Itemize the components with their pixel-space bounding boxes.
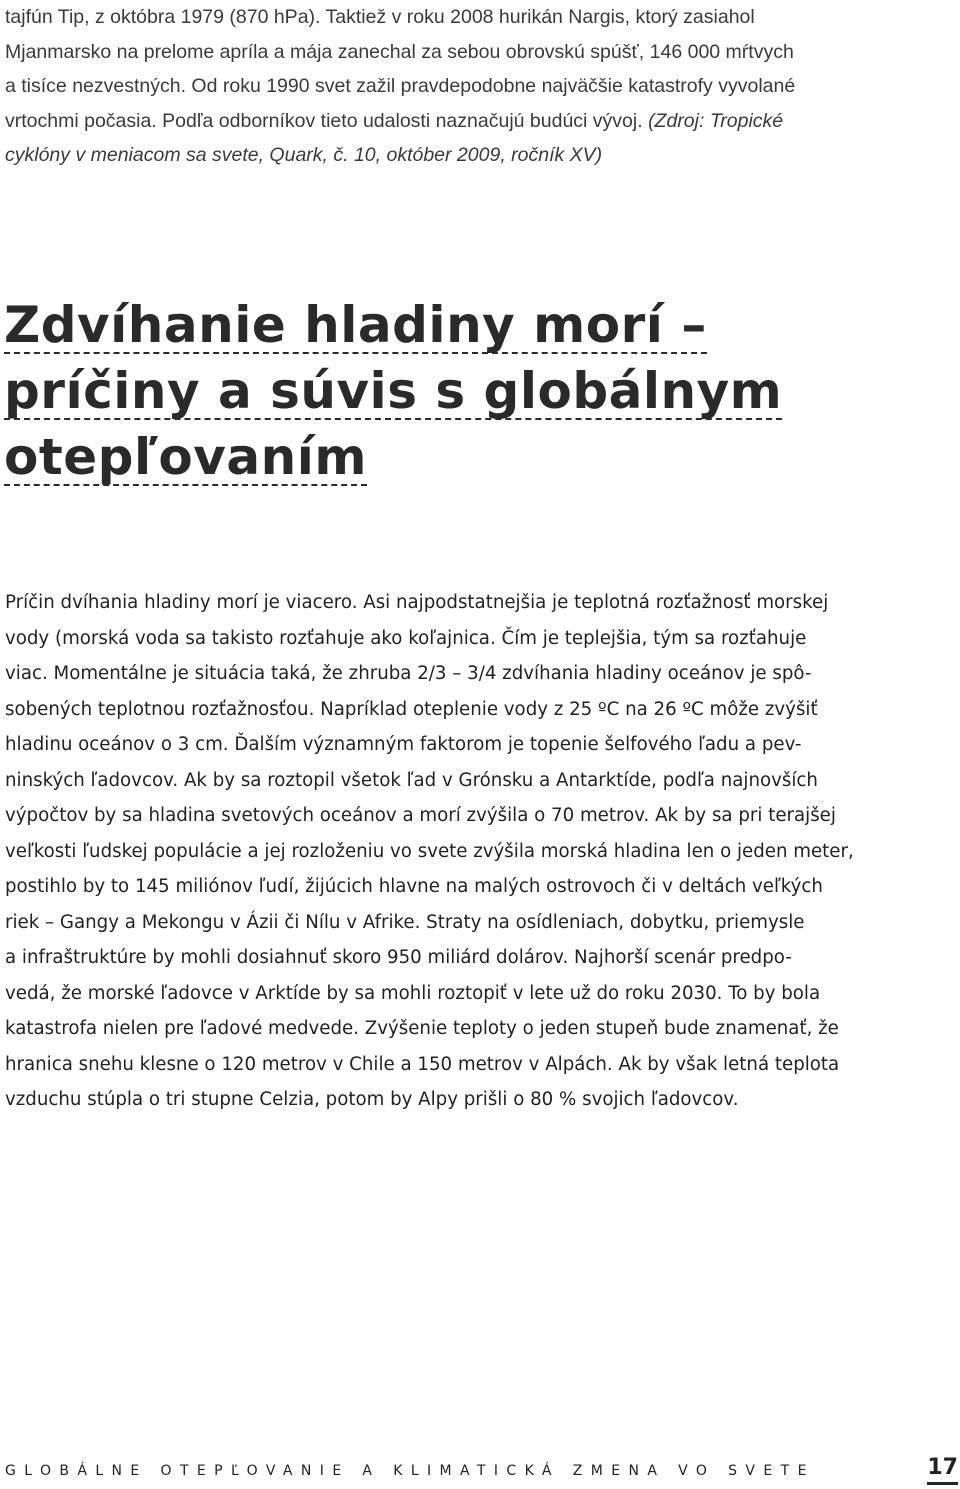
body-line: viac. Momentálne je situácia taká, že zhruba 2/3 – 3/4 zdvíhania hladiny oceánov je spô- [5,663,812,684]
body-line: výpočtov by sa hladina svetových oceánov a morí zvýšila o 70 metrov. Ak by sa pri terajšej [5,805,836,826]
intro-line: tajfún Tip, z októbra 1979 (870 hPa). Taktiež v roku 2008 hurikán Nargis, ktorý zasiahol [5,6,755,28]
body-line: sobených teplotnou rozťažnosťou. Napríklad oteplenie vody z 25 ºC na 26 ºC môže zvýšiť [5,698,818,720]
heading-line: Zdvíhanie hladiny morí – [4,296,707,354]
intro-line [5,104,957,139]
body-line: hranica snehu klesne o 120 metrov v Chile a 150 metrov v Alpách. Ak by však letná teplota [5,1053,840,1075]
body-line: hladinu oceánov o 3 cm. Ďalším významným faktorom je topenie šelfového ľadu a pev- [5,734,802,755]
section-heading [4,292,782,490]
body-line: veľkosti ľudskej populácie a jej rozloženiu vo svete zvýšila morská hladina len o jeden meter, [5,840,854,862]
body-line: ninských ľadovcov. Ak by sa roztopil všetok ľad v Grónsku a Antarktíde, podľa najnovších [5,769,818,791]
intro-line [5,138,957,173]
intro-line: a tisíce nezvestných. Od roku 1990 svet zažil pravdepodobne najväčšie katastrofy vyvolané [5,75,796,98]
body-line: vzduchu stúpla o tri stupne Celzia, potom by Alpy prišli o 80 % svojich ľadovcov. [5,1089,739,1110]
body-line: Príčin dvíhania hladiny morí je viacero. Asi najpodstatnejšia je teplotná rozťažnosť morskej [5,592,829,613]
body-line: a infraštruktúre by mohli dosiahnuť skoro 950 miliárd dolárov. Najhorší scenár predpo- [5,947,792,968]
heading-line: príčiny a súvis s globálnym [4,362,783,420]
intro-paragraph [5,0,957,173]
heading-row [4,292,782,358]
body-line: vody (morská voda sa takisto rozťahuje ako koľajnica. Čím je teplejšia, tým sa rozťahuje [5,627,807,649]
page-number: 17 [927,1456,958,1485]
source-citation-continued: cyklóny v meniacom sa svete, Quark, č. 10, október 2009, ročník XV) [5,144,603,167]
body-line: vedá, že morské ľadovce v Arktíde by sa mohli roztopiť v lete už do roku 2030. To by bola [5,982,821,1004]
body-line: riek – Gangy a Mekongu v Ázii či Nílu v Afrike. Straty na osídleniach, dobytku, priemysle [5,911,805,933]
body-line: katastrofa nielen pre ľadové medvede. Zvýšenie teploty o jeden stupeň bude znamenať, že [5,1018,839,1039]
heading-line: otepľovaním [4,428,367,486]
intro-line-text: vrtochmi počasia. Podľa odborníkov tieto udalosti naznačujú budúci vývoj. [5,109,649,132]
running-footer-title: GLOBÁLNE OTEPĽOVANIE A KLIMATICKÁ ZMENA VO SVETE [5,1463,815,1479]
heading-row [4,358,782,424]
body-paragraph [5,585,960,1118]
body-line: postihlo by to 145 miliónov ľudí, žijúcich hlavne na malých ostrovoch či v deltách veľkých [5,876,823,897]
intro-line: Mjanmarsko na prelome apríla a mája zanechal za sebou obrovskú spúšť, 146 000 mŕtvych [5,40,794,63]
heading-row [4,424,782,490]
source-citation: (Zdroj: Tropické [648,109,784,132]
